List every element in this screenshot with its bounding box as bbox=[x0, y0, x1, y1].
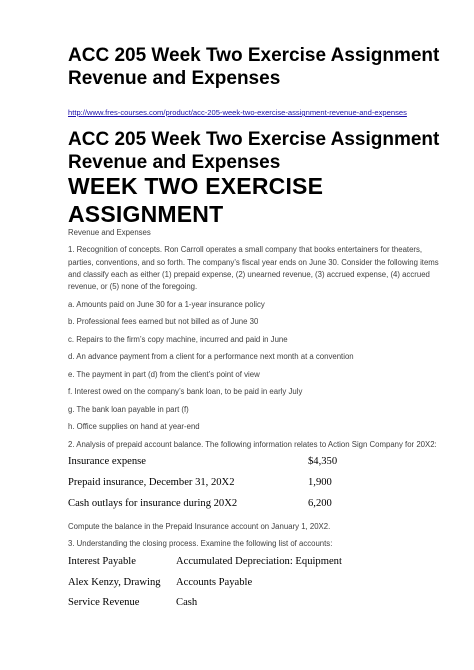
list-item: d. An advance payment from a client for a performance next month at a convention bbox=[68, 352, 354, 362]
section-label: Revenue and Expenses bbox=[68, 228, 151, 237]
table-row bbox=[68, 556, 342, 577]
account-name: Cash bbox=[176, 597, 198, 608]
table-cell-amount: 6,200 bbox=[308, 498, 332, 509]
table-row bbox=[68, 477, 368, 498]
list-item: a. Amounts paid on June 30 for a 1-year insurance policy bbox=[68, 299, 265, 309]
list-item: g. The bank loan payable in part (f) bbox=[68, 404, 189, 414]
account-name: Interest Payable bbox=[68, 556, 136, 567]
account-name: Accumulated Depreciation: Equipment bbox=[176, 556, 342, 567]
accounts-table bbox=[68, 556, 342, 618]
list-item: c. Repairs to the firm’s copy machine, incurred and paid in June bbox=[68, 334, 288, 344]
question-2-task: Compute the balance in the Prepaid Insurance account on January 1, 20X2. bbox=[68, 522, 331, 531]
document-subheading: WEEK TWO EXERCISE ASSIGNMENT bbox=[68, 173, 324, 227]
list-item: b. Professional fees earned but not billed as of June 30 bbox=[68, 317, 259, 327]
list-item: f. Interest owed on the company’s bank loan, to be paid in early July bbox=[68, 387, 303, 397]
list-item: h. Office supplies on hand at year-end bbox=[68, 422, 200, 432]
table-cell-label: Insurance expense bbox=[68, 456, 146, 467]
question-1-intro: 1. Recognition of concepts. Ron Carroll operates a small company that books entertainers for theaters, parties, conventions, and so forth. The company’s fiscal year ends on June 30. Consider the following items and classify each as either (1) prepaid expense, (2) unearned revenue, (3) accrued expense, (4) accrued revenue, or (5) none of the foregoing. bbox=[68, 245, 439, 292]
table-row bbox=[68, 597, 342, 618]
exercise-body bbox=[68, 227, 440, 456]
table-row bbox=[68, 456, 368, 477]
table-row bbox=[68, 577, 342, 598]
account-name: Service Revenue bbox=[68, 597, 140, 608]
table-row bbox=[68, 498, 368, 519]
account-name: Alex Kenzy, Drawing bbox=[68, 576, 161, 588]
account-name: Accounts Payable bbox=[176, 576, 253, 588]
document-heading: ACC 205 Week Two Exercise Assignment Revenue and Expenses bbox=[68, 129, 440, 173]
list-item: e. The payment in part (d) from the client’s point of view bbox=[68, 369, 260, 379]
table-cell-amount: $4,350 bbox=[308, 456, 338, 467]
exercise-body-continued bbox=[68, 521, 440, 556]
question-3-intro: 3. Understanding the closing process. Examine the following list of accounts: bbox=[68, 539, 333, 549]
table-cell-label: Prepaid insurance, December 31, 20X2 bbox=[68, 477, 235, 488]
table-cell-amount: 1,900 bbox=[308, 477, 332, 488]
table-cell-label: Cash outlays for insurance during 20X2 bbox=[68, 498, 238, 509]
document-title: ACC 205 Week Two Exercise Assignment Revenue and Expenses bbox=[68, 45, 440, 89]
question-2-intro: 2. Analysis of prepaid account balance. The following information relates to Action Sign Company for 20X2: bbox=[68, 439, 437, 449]
insurance-table bbox=[68, 456, 368, 519]
source-link[interactable]: http://www.fres-courses.com/product/acc-205-week-two-exercise-assignment-revenue-and-expenses bbox=[68, 108, 407, 117]
